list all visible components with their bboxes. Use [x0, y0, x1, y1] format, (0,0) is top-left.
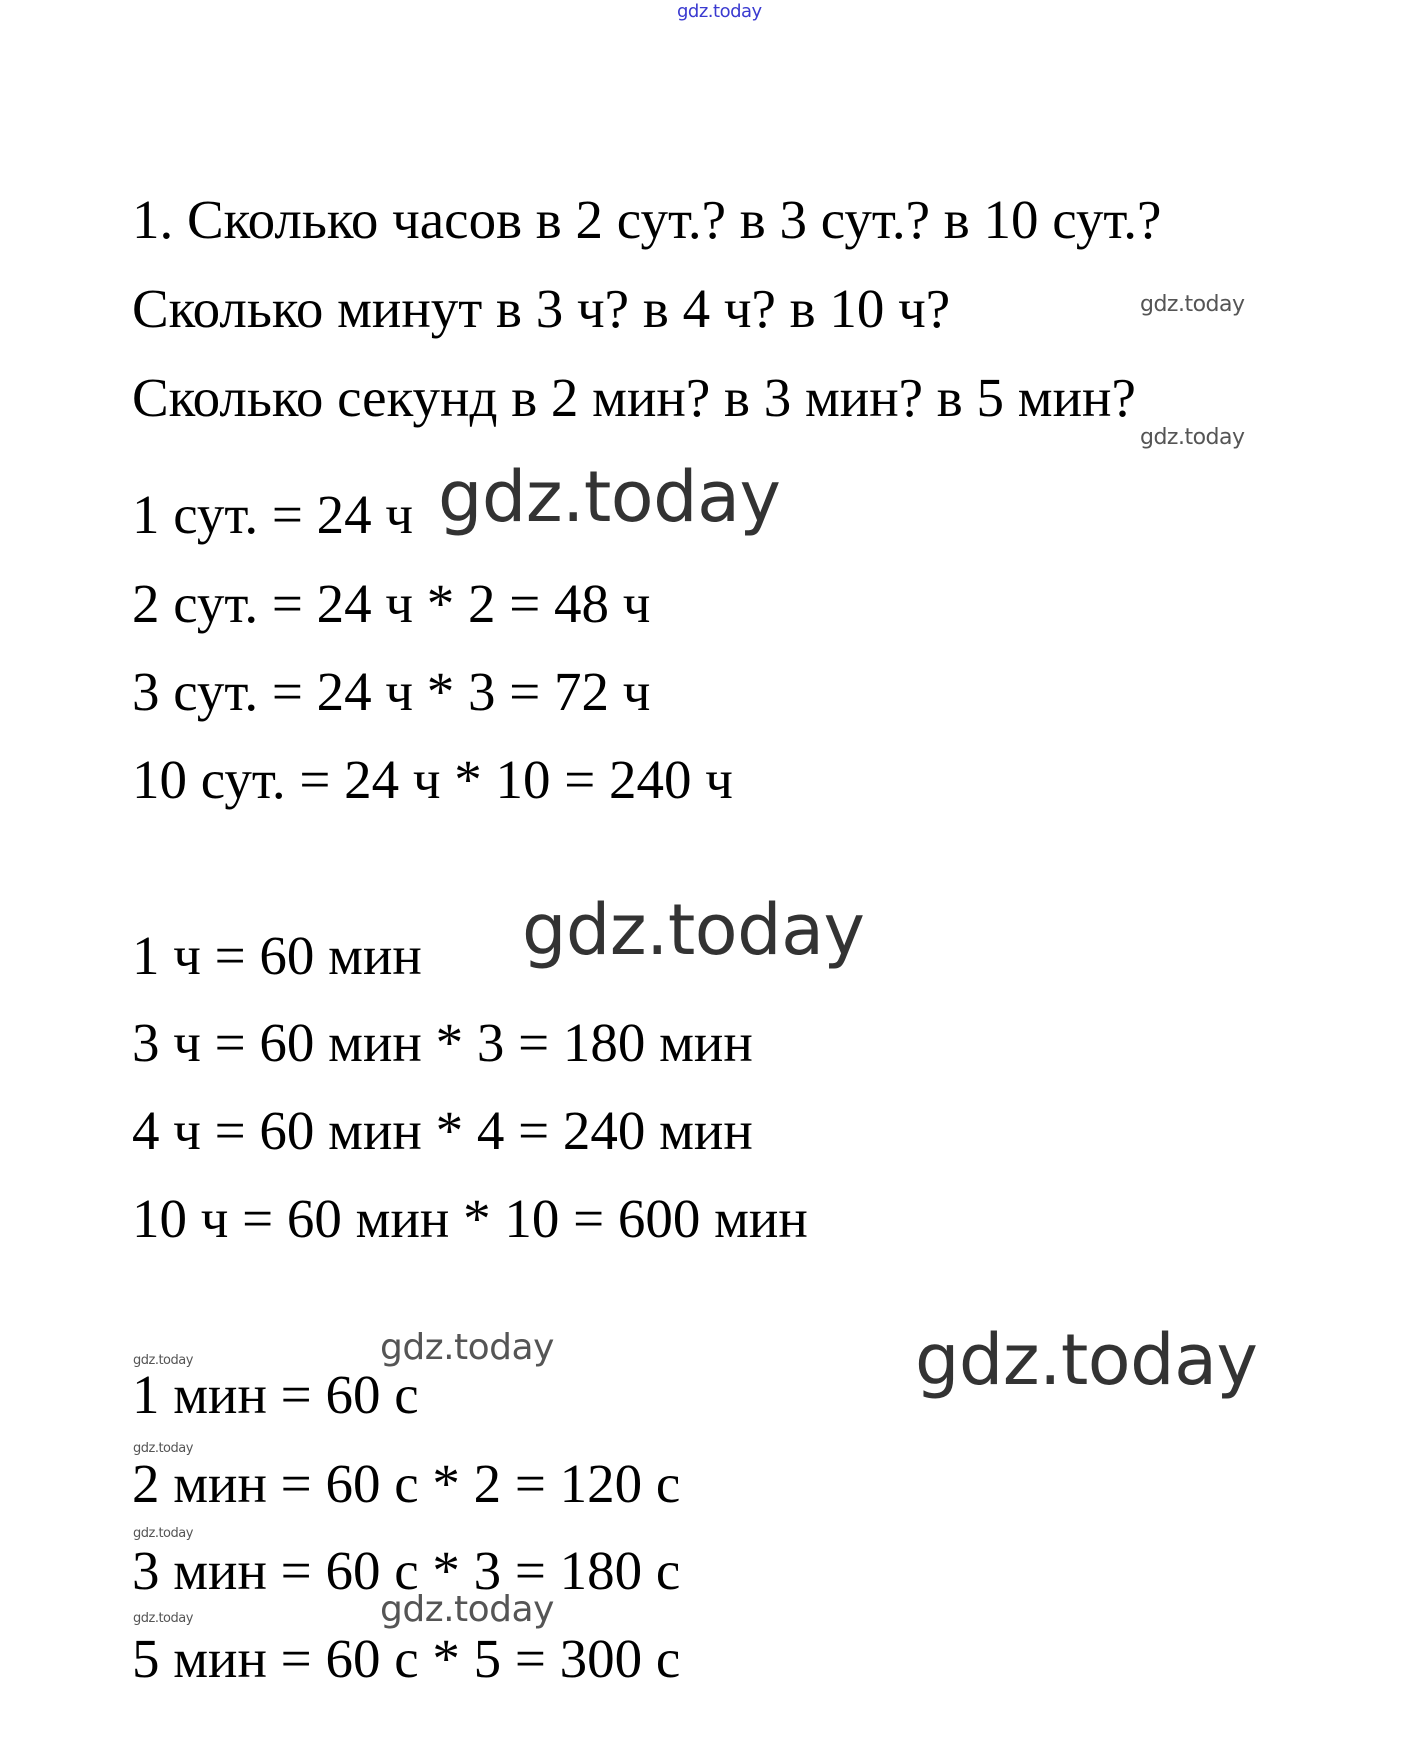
watermark: gdz.today	[1140, 425, 1245, 450]
watermark: gdz.today	[380, 1589, 554, 1630]
problem-line-3: Сколько секунд в 2 мин? в 3 мин? в 5 мин?	[132, 367, 1136, 428]
watermark: gdz.today	[915, 1319, 1258, 1401]
seconds-line-2: 2 мин = 60 с * 2 = 120 с	[132, 1453, 681, 1514]
minutes-line-4: 10 ч = 60 мин * 10 = 600 мин	[132, 1188, 808, 1249]
seconds-line-3: 3 мин = 60 с * 3 = 180 с	[132, 1540, 681, 1601]
problem-line-1: 1. Сколько часов в 2 сут.? в 3 сут.? в 10 сут.?	[132, 189, 1162, 250]
hours-line-4: 10 сут. = 24 ч * 10 = 240 ч	[132, 749, 733, 810]
watermark: gdz.today	[133, 1611, 193, 1626]
hours-line-1: 1 сут. = 24 ч	[132, 484, 414, 545]
watermark: gdz.today	[133, 1441, 193, 1456]
problem-line-2: Сколько минут в 3 ч? в 4 ч? в 10 ч?	[132, 278, 951, 339]
seconds-line-1: 1 мин = 60 с	[132, 1364, 419, 1425]
watermark: gdz.today	[133, 1353, 193, 1368]
minutes-line-3: 4 ч = 60 мин * 4 = 240 мин	[132, 1100, 753, 1161]
hours-line-3: 3 сут. = 24 ч * 3 = 72 ч	[132, 661, 651, 722]
minutes-line-2: 3 ч = 60 мин * 3 = 180 мин	[132, 1012, 753, 1073]
watermark: gdz.today	[133, 1526, 193, 1541]
watermark-top: gdz.today	[677, 1, 762, 22]
watermark: gdz.today	[1140, 292, 1245, 317]
watermark: gdz.today	[380, 1327, 554, 1368]
hours-line-2: 2 сут. = 24 ч * 2 = 48 ч	[132, 573, 651, 634]
watermark: gdz.today	[438, 456, 781, 538]
seconds-line-4: 5 мин = 60 с * 5 = 300 с	[132, 1628, 681, 1689]
watermark: gdz.today	[522, 889, 865, 971]
minutes-line-1: 1 ч = 60 мин	[132, 925, 422, 986]
